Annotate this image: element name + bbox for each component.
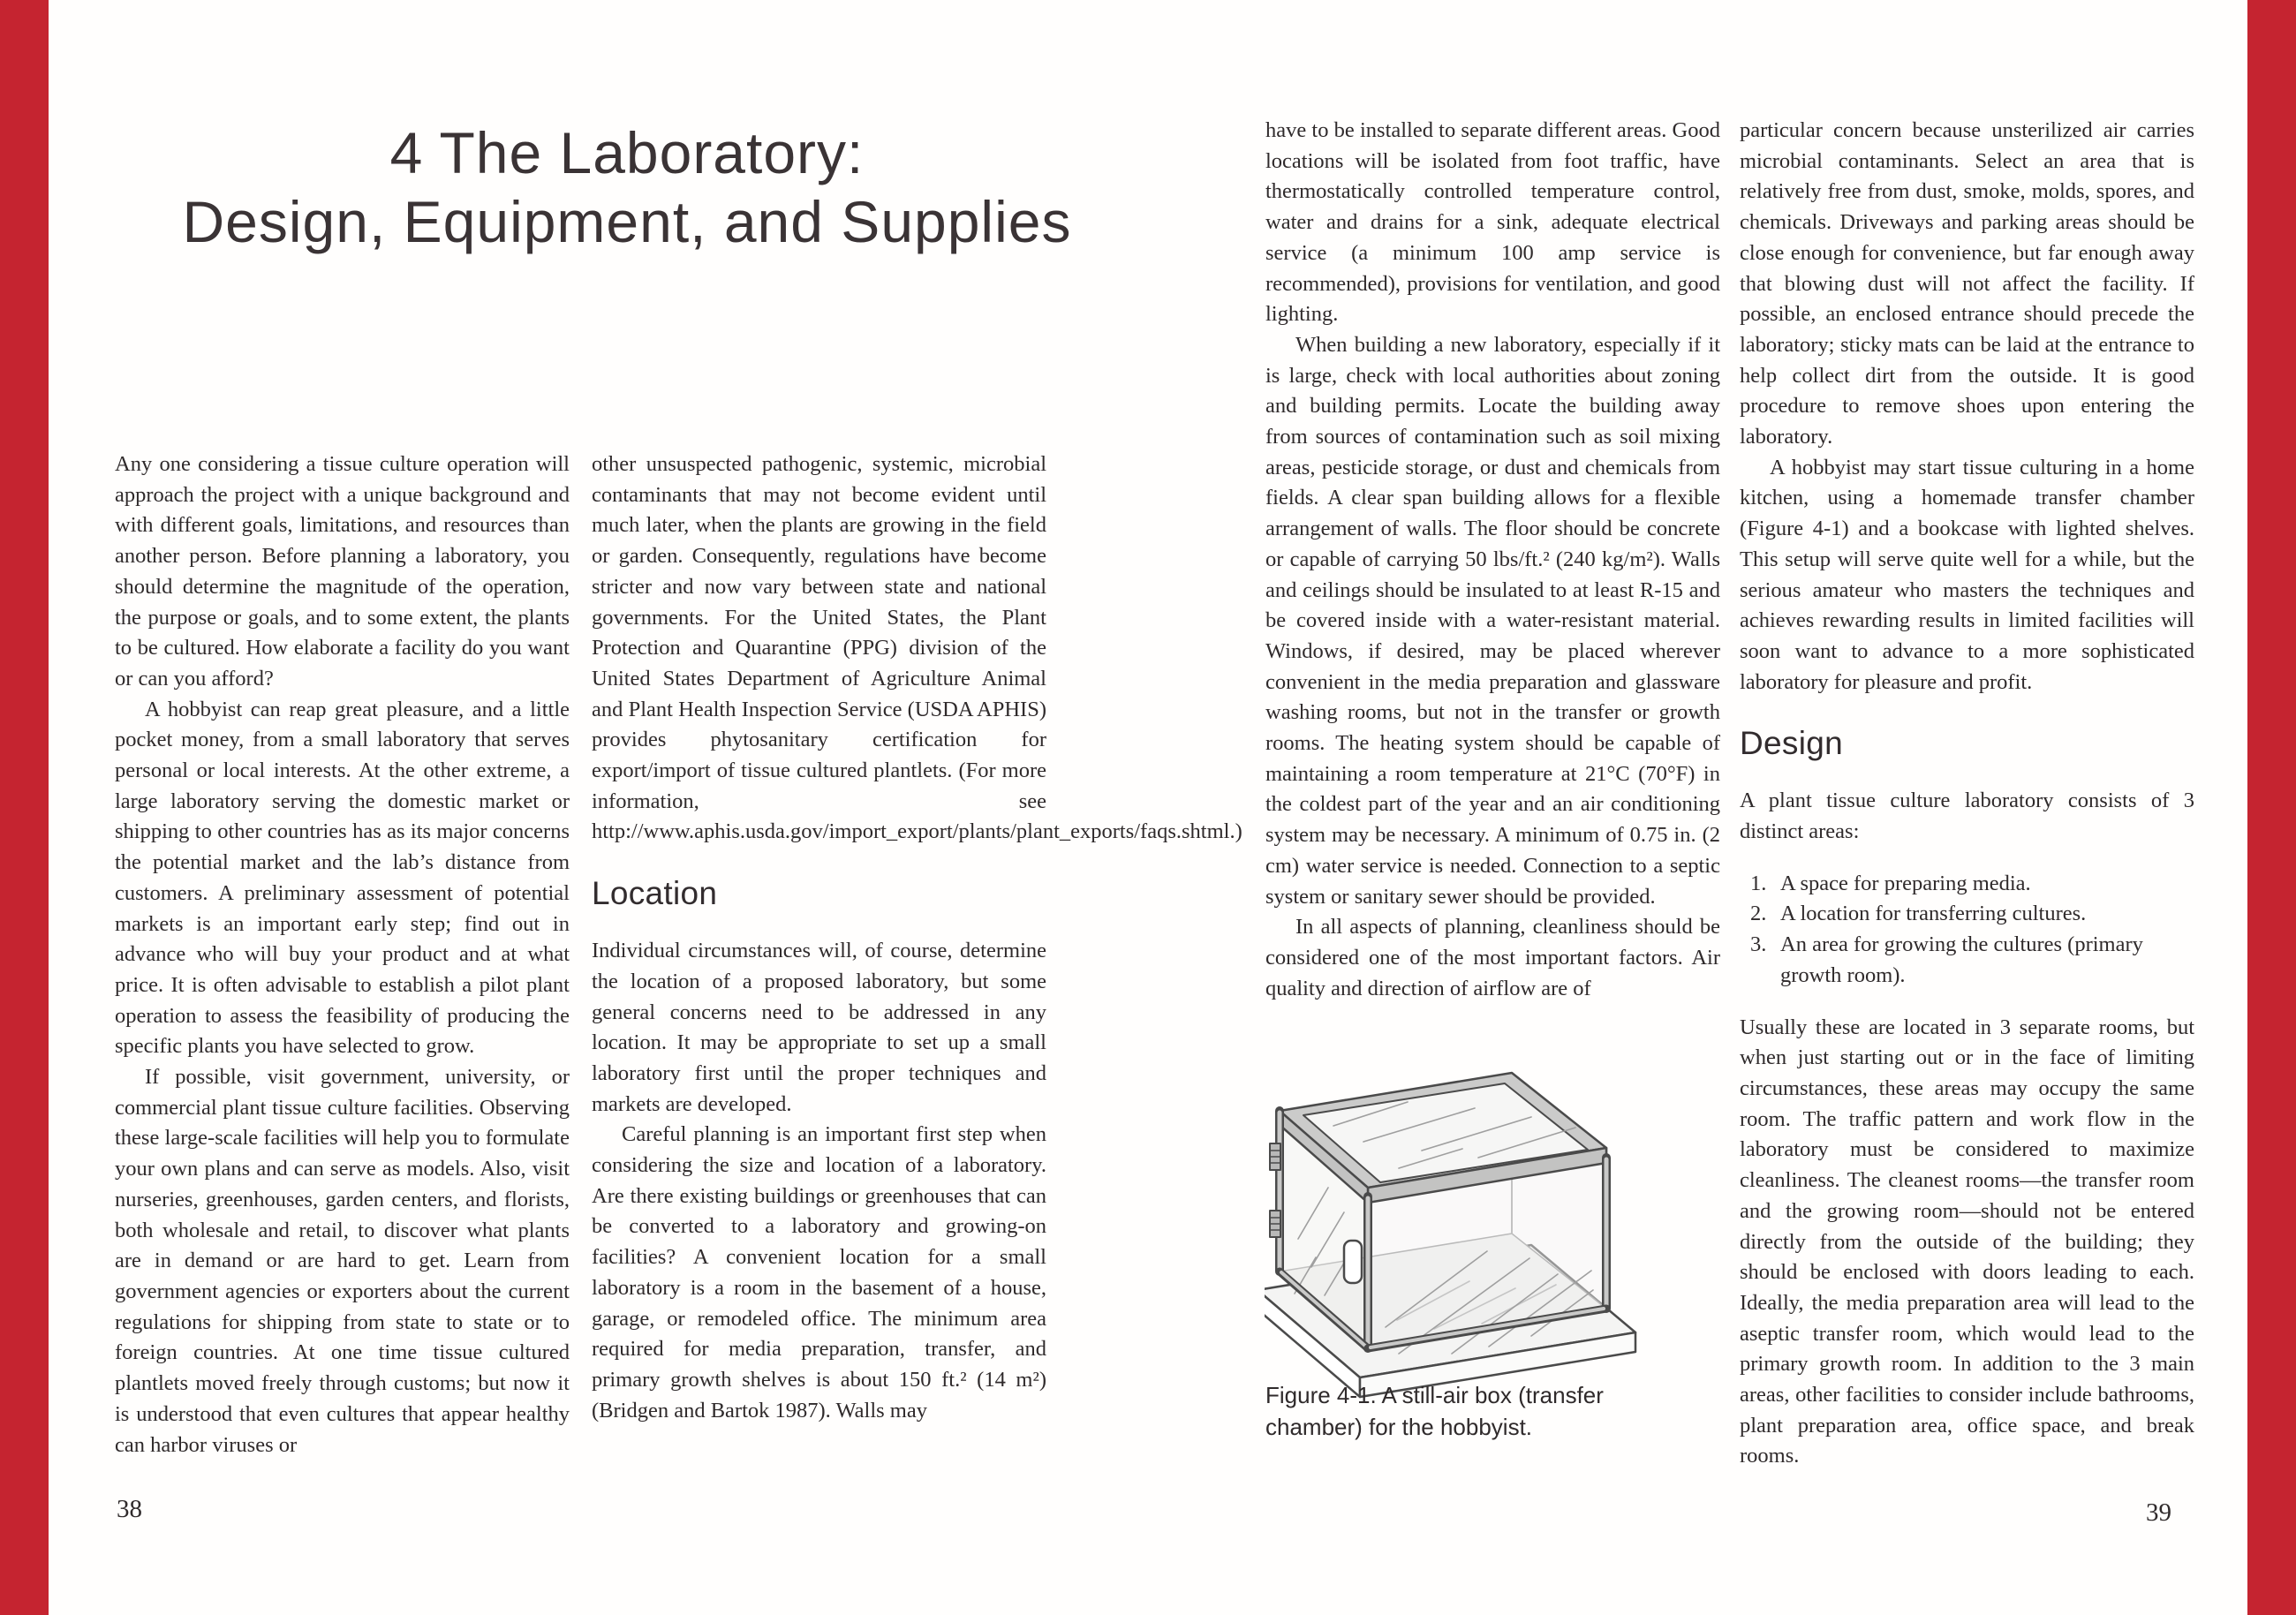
paragraph: Usually these are located in 3 separate rooms, but when just starting out or in the face of limiting circumstances, these areas may occupy the same room. The traffic pattern and work flow in the laboratory must be considered to maximize cleanliness. The cleanest rooms—the transfer room and the growing room—should not be entered directly from the outside of the building; they should be enclosed with doors leading to each. Ideally, the media preparation area will lead to the aseptic transfer room, which would lead to the primary growth room. In addition to the 3 main areas, other facilities to consider include bathrooms, plant preparation area, office space, and break rooms. [1740,1015,2194,1468]
page-number-right: 39 [2146,1498,2171,1527]
paragraph: A hobbyist may start tissue culturing in a home kitchen, using a homemade transfer chamber (Figure 4-1) and a bookcase with lighted shelves. This setup will serve quite well for a while, but the serious amateur who masters the techniques and achieves rewarding results in limited facilities will soon want to advance to a more sophisticated laboratory for pleasure and profit. [1740,455,2194,694]
list-item [1740,869,2194,900]
paragraph: Any one considering a tissue culture operation will approach the project with a unique background and with different goals, limitations, and resources than another person. Before planning a laboratory, you should determine the magnitude of the operation, the purpose or goals, and to some extent, the plants to be cultured. How elaborate a facility do you want or can you afford? [115,452,570,691]
section-heading-location: Location [592,875,718,912]
list-item-number: 2. [1750,902,1767,926]
paragraph: Careful planning is an important first step when considering the size and location of a laboratory. Are there existing buildings or greenhouses that can be converted to a laboratory and growing-on facilities? A convenient location for a small laboratory is a room in the basement of a house, garage, or remodeled office. The minimum area required for media preparation, transfer, and primary growth shelves is about 150 ft.² (14 m²) (Bridgen and Bartok 1987). Walls may [592,1122,1046,1423]
list-item-text: A location for transferring cultures. [1780,902,2087,926]
list-item-number: 1. [1750,871,1767,895]
list-item-text: A space for preparing media. [1780,871,2031,895]
paragraph: In all aspects of planning, cleanliness should be considered one of the most important factors. Air quality and direction of airflow are of [1265,915,1720,1000]
chapter-title-line1: 4 The Laboratory: [389,120,865,185]
list-item [1740,930,2194,991]
left-page-column-2 [592,449,1242,1426]
paragraph: If possible, visit government, university, or commercial plant tissue culture facilities. Observing these large-scale facilities will help you to formulate your own plans and can serve as models. Also, visit nurseries, greenhouses, garden centers, and florists, both wholesale and retail, to discover what plants are in demand or are hard to get. Learn from government agencies or exporters about the current regulations for shipping from state to state or to foreign countries. At one time tissue cultured plantlets moved freely through customs; but now it is understood that even cultures that appear healthy can harbor viruses or [115,1065,570,1457]
list-item-number: 3. [1750,932,1767,957]
chapter-title [155,118,1099,256]
left-page-column-1 [115,449,570,1460]
right-page-column-2 [1740,116,2194,1472]
paragraph: When building a new laboratory, especially if it is large, check with local authorities about zoning and building permits. Locate the building away from sources of contamination such as soil mixing areas, pesticide storage, or dust and chemicals from fields. A clear span building allows for a flexible arrangement of walls. The floor should be concrete or capable of carrying 50 lbs/ft.² (240 kg/m²). Walls and ceilings should be insulated to at least R-15 and be covered inside with a water-resistant material. Windows, if desired, may be placed wherever convenient in the media preparation and glassware washing rooms, but not in the transfer or growth rooms. The heating system should be capable of maintaining a room temperature at 21°C (70°F) in the coldest part of the year and an air conditioning system may be necessary. A minimum of 0.75 in. (2 cm) water service is needed. Connection to a septic system or sanitary sewer should be provided. [1265,332,1720,909]
book-cover-edge-right [2247,0,2296,1615]
book-cover-edge-left [0,0,49,1615]
figure-caption: Figure 4-1. A still-air box (transfer chamber) for the hobbyist. [1265,1382,1604,1440]
list-item [1740,899,2194,930]
door-handle [1344,1241,1362,1283]
list-item-text: An area for growing the cultures (primary growth room). [1780,932,2143,987]
paragraph: A plant tissue culture laboratory consists of 3 distinct areas: [1740,789,2194,844]
page-number-left: 38 [117,1495,142,1523]
paragraph: particular concern because unsterilized air carries microbial contaminants. Select an area that is relatively free from dust, smoke, molds, spores, and chemicals. Driveways and parking areas should be close enough for convenience, but far enough away that blowing dust will not affect the facility. If possible, an enclosed entrance should precede the laboratory; sticky mats can be laid at the entrance to help collect dirt from the outside. It is good procedure to remove shoes upon entering the laboratory. [1740,118,2194,449]
right-page-column-1 [1265,116,1720,1004]
numbered-list [1740,869,2194,992]
paragraph: other unsuspected pathogenic, systemic, microbial contaminants that may not become evident until much later, when the plants are growing in the field or garden. Consequently, regulations have become stricter and now vary between state and national governments. For the United States, the Plant Protection and Quarantine (PPG) division of the United States Department of Agriculture Animal and Plant Health Inspection Service (USDA APHIS) provides phytosanitary certification for export/import of tissue cultured plantlets. (For more information, see http://www.aphis.usda.gov/import_export/plants/plant_exports/faqs.shtml.) [592,452,1242,844]
paragraph: A hobbyist can reap great pleasure, and a little pocket money, from a small laboratory that serves personal or local interests. At the other extreme, a large laboratory serving the domestic market or shipping to other countries has as its major concerns the potential market and the lab’s distance from customers. A preliminary assessment of potential markets is an important early step; find out in advance who will buy your product and at what price. It is often advisable to establish a pilot plant operation to assess the feasibility of producing the specific plants you have selected to grow. [115,697,570,1059]
section-heading-design: Design [1740,725,1843,762]
paragraph: have to be installed to separate different areas. Good locations will be isolated from foot traffic, have thermostatically controlled temperature control, water and drains for a sink, adequate electrical service (a minimum 100 amp service is recommended), provisions for ventilation, and good lighting. [1265,118,1720,327]
paragraph: Individual circumstances will, of course, determine the location of a proposed laboratory, but some general concerns need to be addressed in any location. It may be appropriate to set up a small laboratory first until the proper techniques and markets are developed. [592,939,1046,1116]
chapter-title-line2: Design, Equipment, and Supplies [182,189,1072,254]
